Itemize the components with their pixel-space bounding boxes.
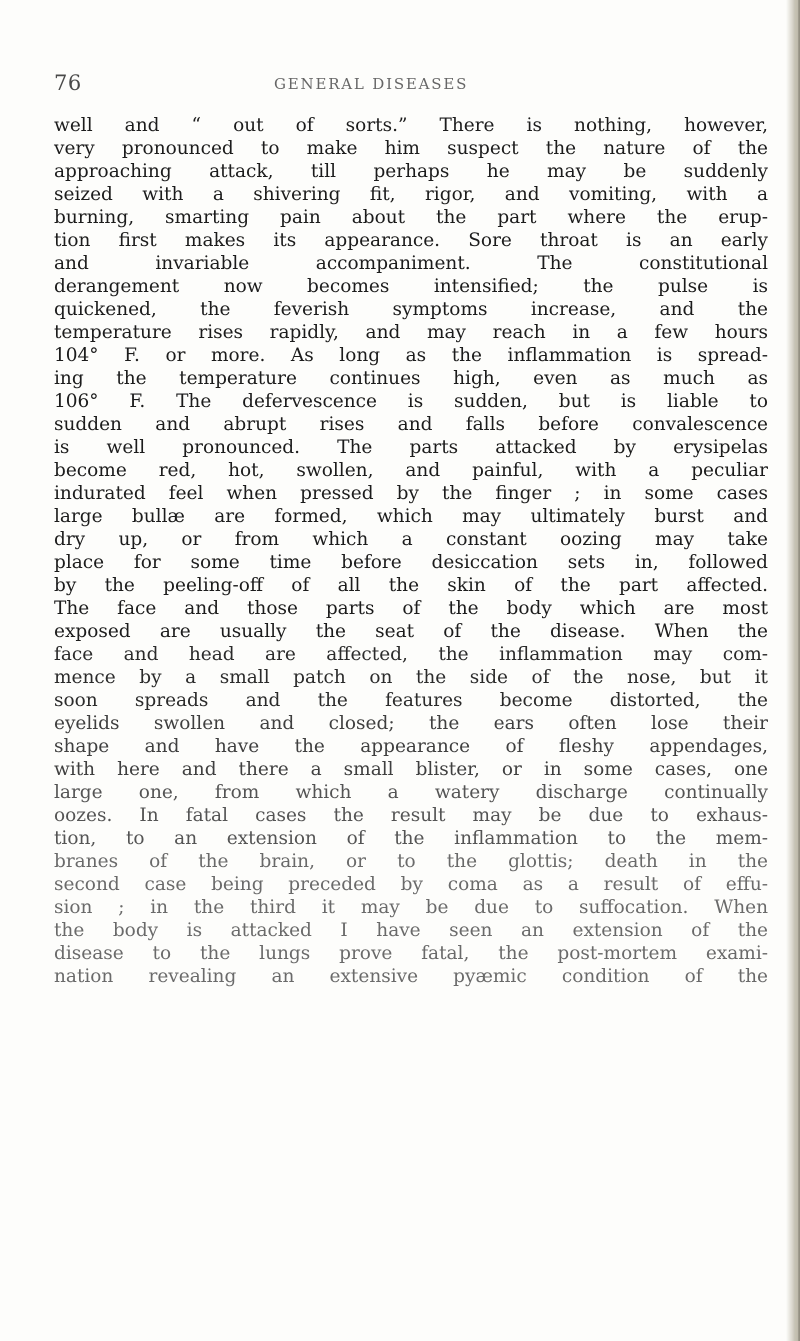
text-line: indurated feel when pressed by the finger ; in some cases — [54, 483, 768, 504]
text-line: very pronounced to make him suspect the nature of the — [54, 138, 768, 159]
text-line: shape and have the appearance of fleshy appendages, — [54, 736, 768, 757]
text-line: approaching attack, till perhaps he may be suddenly — [54, 161, 768, 182]
text-line: 106° F. The defervescence is sudden, but is liable to — [54, 391, 768, 412]
text-line: sion ; in the third it may be due to suffocation. When — [54, 897, 768, 918]
text-line: dry up, or from which a constant oozing may take — [54, 529, 768, 550]
text-line: exposed are usually the seat of the disease. When the — [54, 621, 768, 642]
text-line: by the peeling-off of all the skin of the part affected. — [54, 575, 768, 596]
text-line: temperature rises rapidly, and may reach in a few hours — [54, 322, 768, 343]
text-line: and invariable accompaniment. The constitutional — [54, 253, 768, 274]
text-line: nation revealing an extensive pyæmic condition of the — [54, 966, 768, 987]
text-line: soon spreads and the features become distorted, the — [54, 690, 768, 711]
text-line: is well pronounced. The parts attacked by erysipelas — [54, 437, 768, 458]
text-line: with here and there a small blister, or in some cases, one — [54, 759, 768, 780]
text-line: seized with a shivering fit, rigor, and vomiting, with a — [54, 184, 768, 205]
text-line: disease to the lungs prove fatal, the post-mortem exami- — [54, 943, 768, 964]
text-line: quickened, the feverish symptoms increase, and the — [54, 299, 768, 320]
running-head: GENERAL DISEASES — [274, 75, 469, 93]
body-text — [54, 114, 768, 988]
text-line: mence by a small patch on the side of the nose, but it — [54, 667, 768, 688]
text-line: The face and those parts of the body which are most — [54, 598, 768, 619]
text-line: become red, hot, swollen, and painful, with a peculiar — [54, 460, 768, 481]
text-line: branes of the brain, or to the glottis; death in the — [54, 851, 768, 872]
page-edge-stripe — [795, 0, 798, 1341]
text-line: face and head are affected, the inflammation may com- — [54, 644, 768, 665]
text-line: ing the temperature continues high, even as much as — [54, 368, 768, 389]
text-line: second case being preceded by coma as a result of effu- — [54, 874, 768, 895]
text-line: burning, smarting pain about the part where the erup- — [54, 207, 768, 228]
text-line: tion, to an extension of the inflammation to the mem- — [54, 828, 768, 849]
text-line: large one, from which a watery discharge continually — [54, 782, 768, 803]
text-line: eyelids swollen and closed; the ears often lose their — [54, 713, 768, 734]
text-line: place for some time before desiccation sets in, followed — [54, 552, 768, 573]
text-line: the body is attacked I have seen an extension of the — [54, 920, 768, 941]
text-line: oozes. In fatal cases the result may be due to exhaus- — [54, 805, 768, 826]
text-line: large bullæ are formed, which may ultimately burst and — [54, 506, 768, 527]
text-line: well and “ out of sorts.” There is nothing, however, — [54, 115, 768, 136]
text-line: tion first makes its appearance. Sore throat is an early — [54, 230, 768, 251]
text-line: 104° F. or more. As long as the inflammation is spread- — [54, 345, 768, 366]
text-line: sudden and abrupt rises and falls before convalescence — [54, 414, 768, 435]
page-number: 76 — [54, 71, 82, 95]
text-line: derangement now becomes intensified; the pulse is — [54, 276, 768, 297]
